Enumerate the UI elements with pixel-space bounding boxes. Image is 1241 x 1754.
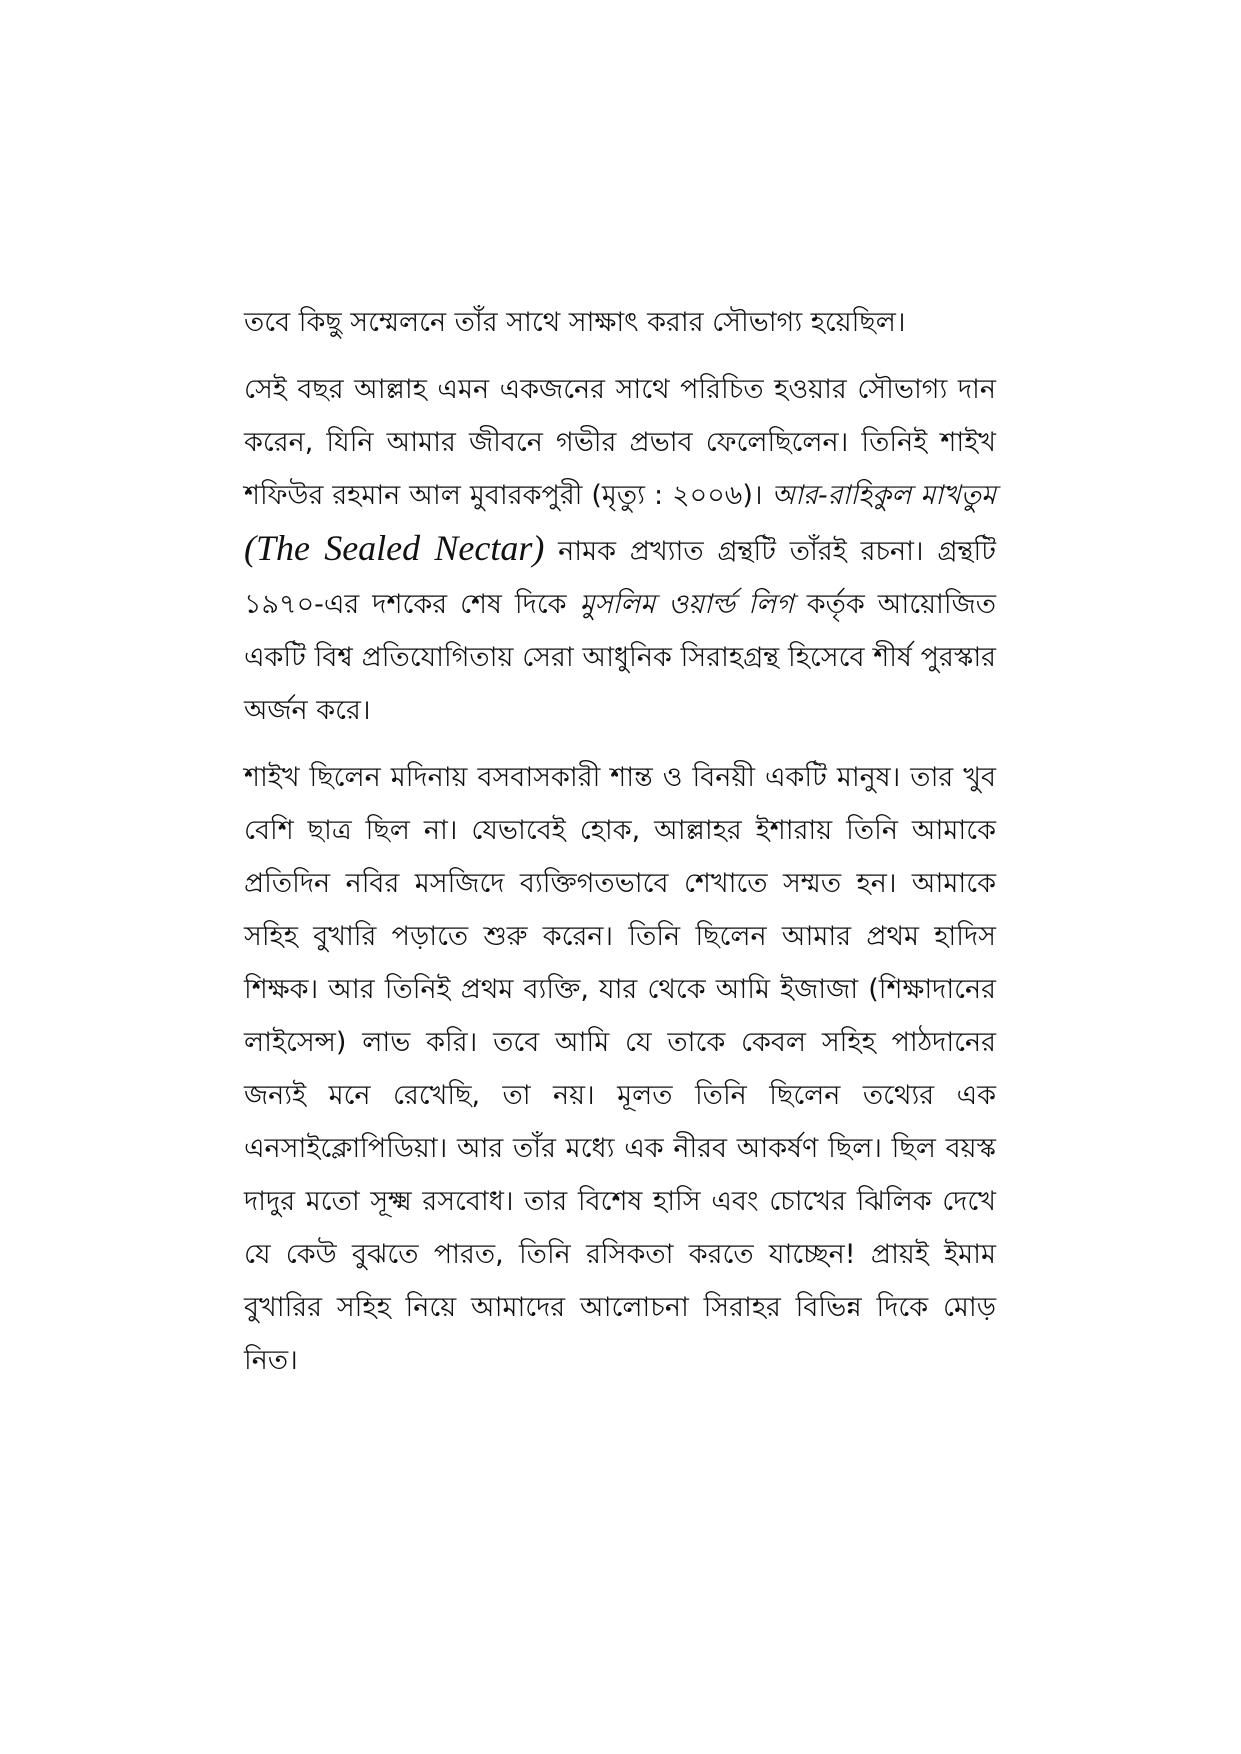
paragraph-2-part-2: নামক প্রখ্যাত গ্রন্থটি তাঁরই রচনা। গ্রন্থটি ১৯৭০-এর দশকের শেষ দিকে (244, 536, 996, 620)
paragraph-2 (244, 363, 996, 737)
paragraph-1: তবে কিছু সম্মেলনে তাঁর সাথে সাক্ষাৎ করার সৌভাগ্য হয়েছিল। (244, 307, 906, 338)
paragraph-2-part-3: কর্তৃক আয়োজিত একটি বিশ্ব প্রতিযোগিতায় সেরা আধুনিক সিরাহগ্রন্থ হিসেবে শীর্ষ পুরস্কার অর্জন করে। (244, 589, 996, 726)
organization-name: মুসলিম ওয়ার্ল্ড লিগ (579, 589, 794, 620)
book-title: আর-রাহিকুল মাখতুম (771, 480, 997, 511)
paragraph-2-part-1: সেই বছর আল্লাহ এমন একজনের সাথে পরিচিত হওয়ার সৌভাগ্য দান করেন, যিনি আমার জীবনে গভীর প্রভাব ফেলেছিলেন। তিনিই শাইখ শফিউর রহমান আল মুবারকপুরী (মৃত্যু : ২০০৬)। (244, 374, 996, 511)
paragraph-3: শাইখ ছিলেন মদিনায় বসবাসকারী শান্ত ও বিনয়ী একটি মানুষ। তার খুব বেশি ছাত্র ছিল না। যেভাবেই হোক, আল্লাহর ইশারায় তিনি আমাকে প্রতিদিন নবির মসজিদে ব্যক্তিগতভাবে শেখাতে সম্মত হন। আমাকে সহিহ বুখারি পড়াতে শুরু করেন। তিনি ছিলেন আমার প্রথম হাদিস শিক্ষক। আর তিনিই প্রথম ব্যক্তি, যার থেকে আমি ইজাজা (শিক্ষাদানের লাইসেন্স) লাভ করি। তবে আমি যে তাকে কেবল সহিহ পাঠদানের জন্যই মনে রেখেছি, তা নয়। মূলত তিনি ছিলেন তথ্যের এক এনসাইক্লোপিডিয়া। আর তাঁর মধ্যে এক নীরব আকর্ষণ ছিল। ছিল বয়স্ক দাদুর মতো সূক্ষ্ম রসবোধ। তার বিশেষ হাসি এবং চোখের ঝিলিক দেখে যে কেউ বুঝতে পারত, তিনি রসিকতা করতে যাচ্ছেন! প্রায়ই ইমাম বুখারির সহিহ নিয়ে আমাদের আলোচনা সিরাহর বিভিন্ন দিকে মোড় নিত। (244, 762, 996, 1376)
body-text (244, 296, 996, 1401)
book-title-english: (The Sealed Nectar) (244, 528, 545, 568)
